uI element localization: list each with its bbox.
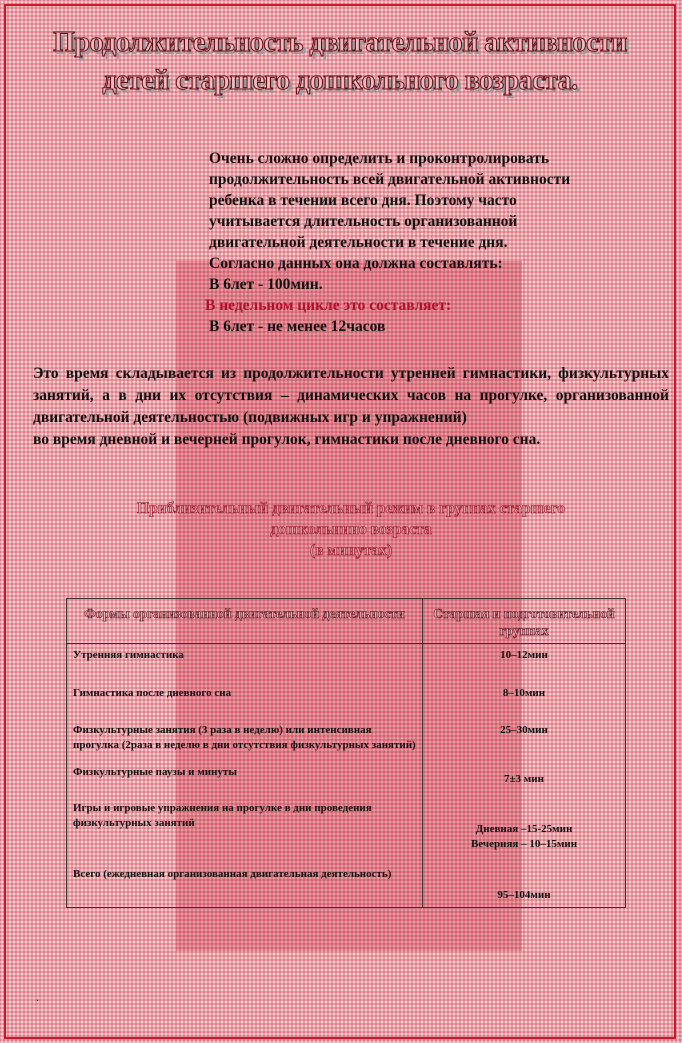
spacer	[429, 852, 619, 888]
value-games-day: Дневная –15-25мин	[475, 823, 573, 835]
spacer	[429, 663, 619, 686]
caption-line-2: дошкольнино возраста	[270, 521, 432, 538]
paragraph-main: Это время складывается из продолжительности утренней гимнастики, физкультурных занятий, а в дни их отсутствия – динамических часов на прогулке, организованной двигательной деятельностью (подвижных игр и упражнений)	[33, 365, 669, 426]
spacer	[429, 701, 619, 723]
intro-line: двигательной деятельности в течение дня.	[209, 234, 508, 251]
value-games-evening: Вечерняя – 10–15мин	[470, 838, 578, 850]
spacer	[429, 738, 619, 772]
value-morning: 10–12мин	[500, 649, 548, 661]
title-line-2: детей старшего дошкольного возраста.	[102, 65, 578, 96]
values-cell	[423, 644, 626, 908]
weekly-note: В недельном цикле это составляет:	[205, 297, 452, 314]
document-frame	[4, 4, 676, 1039]
caption-line-1: Приблизительный двигательный режим в группах старшего	[137, 500, 565, 517]
page-title	[6, 28, 674, 104]
header-forms: Формы организованной двигательной деятельности	[67, 599, 423, 644]
form-total: Всего (ежедневная организованная двигательная деятельность)	[73, 868, 392, 880]
value-pe-classes: 25–30мин	[500, 724, 548, 736]
form-pauses: Физкультурные паузы и минуты	[73, 766, 237, 778]
title-line-1: Продолжительность двигательной активности	[53, 27, 627, 58]
intro-line: ребенка в течении всего дня. Поэтому часто	[209, 192, 517, 209]
value-total: 95–104мин	[497, 889, 551, 901]
spacer	[73, 701, 416, 723]
weekly-value: В 6лет - не менее 12часов	[209, 318, 386, 335]
value-pauses: 7±3 мин	[504, 773, 544, 785]
intro-line: Очень сложно определить и проконтролировать	[209, 150, 550, 167]
spacer	[429, 787, 619, 822]
intro-line: В 6лет - 100мин.	[209, 276, 323, 293]
table-header-row	[67, 599, 626, 644]
spacer	[73, 780, 416, 801]
form-after-nap: Гимнастика после дневного сна	[73, 687, 232, 699]
spacer	[73, 663, 416, 686]
value-after-nap: 8–10мин	[502, 687, 546, 699]
paragraph-tail: во время дневной и вечерней прогулок, гимнастики после дневного сна.	[33, 431, 541, 448]
forms-cell	[67, 644, 423, 908]
table-caption	[46, 498, 656, 561]
spacer	[73, 831, 416, 867]
composition-paragraph	[33, 363, 669, 451]
activity-table	[66, 598, 626, 908]
intro-line: продолжительность всей двигательной активности	[209, 171, 571, 188]
form-pe-classes: Физкультурные занятия (3 раза в неделю) или интенсивная прогулка (2раза в неделю в дни отсутствия физкультурных занятий)	[73, 724, 416, 751]
caption-line-3: (в минутах)	[309, 542, 393, 559]
intro-text	[205, 148, 669, 337]
intro-line: учитывается длительность организованной	[209, 213, 518, 230]
form-games: Игры и игровые упражнения на прогулке в дни проведения физкультурных занятий	[73, 802, 372, 829]
spacer	[73, 753, 416, 765]
form-morning: Утренняя гимнастика	[73, 649, 184, 661]
table-row	[67, 644, 626, 908]
intro-line: Согласно данных она должна составлять:	[209, 255, 503, 272]
header-groups: Старшая и подготовительной группах	[423, 599, 626, 644]
footer-mark: .	[36, 990, 39, 1004]
